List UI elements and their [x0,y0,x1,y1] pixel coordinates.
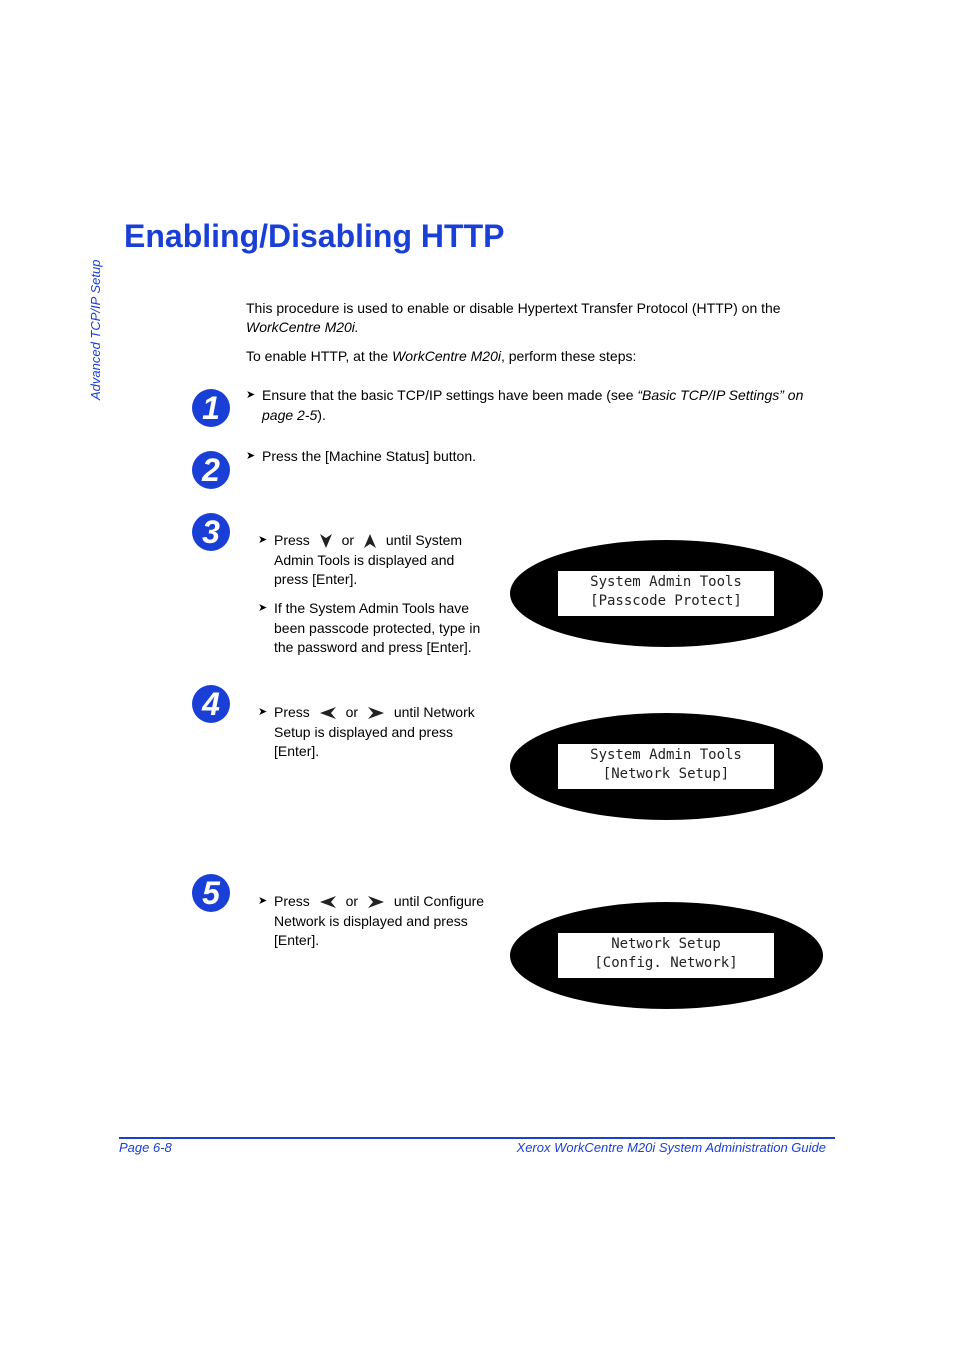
or-label: or [345,893,359,909]
svg-text:3: 3 [202,514,220,550]
step-2-text [246,447,746,467]
intro-text: To enable HTTP, at the [246,348,393,364]
step-4-line: [Enter]. [274,743,320,759]
footer-divider [119,1137,835,1139]
step-3-bullet-2 [258,599,498,658]
down-arrow-icon [320,534,332,548]
lcd-screen [558,933,774,978]
left-arrow-icon [320,896,336,908]
intro-paragraph-1 [246,299,826,337]
step-5-bullet [258,892,498,951]
press-label: Press [274,893,310,909]
left-arrow-icon [320,707,336,719]
right-arrow-icon [368,707,384,719]
lcd-screen [558,571,774,616]
triangle-bullet-icon: ➤ [246,389,256,401]
lcd-screen [558,744,774,789]
cross-reference: “Basic TCP/IP Settings” on [637,387,804,403]
step-4-line: until Network [393,704,475,720]
intro-paragraph-2 [246,347,826,366]
step-2-line: Press the [Machine Status] button. [262,448,477,464]
footer-page-number: Page 6-8 [119,1140,172,1155]
lcd-line-1: System Admin Tools [590,574,742,590]
intro-product: WorkCentre M20i. [246,319,359,335]
step-5-badge-icon [191,873,231,913]
lcd-display-step-5 [510,902,823,1009]
right-arrow-icon [368,896,384,908]
lcd-display-step-4 [510,713,823,820]
step-2-badge-icon [191,450,231,490]
step-3-line: Admin Tools is displayed and [274,551,455,568]
press-label: Press [274,704,310,720]
triangle-bullet-icon: ➤ [258,895,268,907]
section-side-label: Advanced TCP/IP Setup [88,259,103,400]
step-5-line: Network is displayed and press [274,912,468,929]
lcd-line-1: System Admin Tools [590,747,742,763]
or-label: or [341,532,355,548]
intro-text: This procedure is used to enable or disable Hypertext Transfer Protocol (HTTP) on the [246,300,781,316]
step-4-bullet [258,703,498,762]
lcd-display-step-3 [510,540,823,647]
step-1-line: Ensure that the basic TCP/IP settings have been made (see [262,387,638,403]
up-arrow-icon [364,534,376,548]
step-3-line: the password and press [Enter]. [274,639,472,655]
press-label: Press [274,532,310,548]
svg-text:5: 5 [202,875,220,911]
triangle-bullet-icon: ➤ [258,602,268,614]
triangle-bullet-icon: ➤ [258,534,268,546]
intro-text: , perform these steps: [500,348,637,364]
triangle-bullet-icon: ➤ [258,706,268,718]
step-5-line: [Enter]. [274,932,320,948]
step-3-bullet-1 [258,531,498,590]
step-3-line: until System [385,532,463,548]
or-label: or [345,704,359,720]
lcd-line-2: [Config. Network] [594,955,738,971]
step-1-end: ). [317,406,326,423]
step-3-line: If the System Admin Tools have [274,600,470,616]
svg-text:1: 1 [202,390,220,426]
page-title: Enabling/Disabling HTTP [124,218,505,254]
svg-text:4: 4 [202,686,220,722]
lcd-line-1: Network Setup [611,936,721,952]
step-4-badge-icon [191,684,231,724]
step-4-line: Setup is displayed and press [274,723,453,740]
cross-reference-page: page 2-5 [262,406,318,423]
triangle-bullet-icon: ➤ [246,450,256,462]
svg-text:2: 2 [202,452,220,488]
footer-guide-title: Xerox WorkCentre M20i System Administration Guide [516,1140,826,1155]
lcd-line-2: [Network Setup] [602,766,730,782]
lcd-line-2: [Passcode Protect] [590,593,742,609]
step-3-line: been passcode protected, type in [274,619,481,636]
intro-product: WorkCentre M20i [392,348,501,364]
step-1-badge-icon [191,388,231,428]
step-5-line: until Configure [393,893,485,909]
step-3-line: press [Enter]. [274,571,358,587]
step-1-text [246,386,836,425]
step-3-badge-icon [191,512,231,552]
